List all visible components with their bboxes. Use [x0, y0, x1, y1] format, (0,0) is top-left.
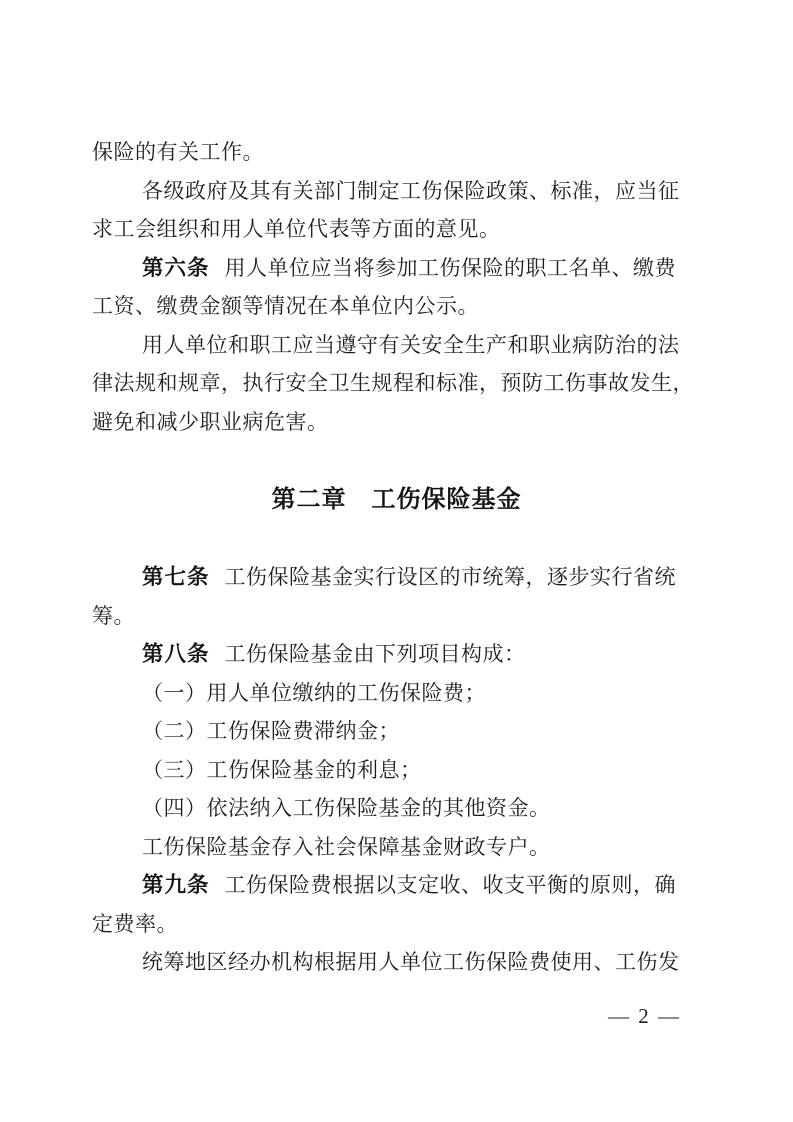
page-number: — 2 — — [608, 1004, 681, 1028]
line-text: 保险的有关工作。 — [92, 140, 264, 164]
line-text: 筹。 — [92, 603, 135, 628]
article-number: 第八条 — [142, 642, 210, 666]
text-line — [92, 828, 707, 867]
text-line — [92, 133, 707, 172]
text-line — [92, 172, 707, 211]
line-text: 用人单位应当将参加工伤保险的职工名单、缴费 — [224, 255, 677, 280]
paragraph-block-bottom — [92, 558, 707, 982]
list-item-2 — [92, 712, 707, 751]
line-text: 求工会组织和用人单位代表等方面的意见。 — [92, 217, 501, 241]
text-line — [92, 210, 707, 249]
text-line — [92, 905, 707, 944]
line-text: （三）工伤保险基金的利息； — [142, 757, 422, 782]
article-number: 第九条 — [142, 873, 210, 897]
line-text: 用人单位和职工应当遵守有关安全生产和职业病防治的法 — [142, 332, 680, 357]
text-line — [92, 326, 707, 365]
line-text: 避免和减少职业病危害。 — [92, 409, 329, 434]
text-line-article-9 — [92, 866, 707, 905]
line-text: （四）依法纳入工伤保险基金的其他资金。 — [142, 796, 551, 820]
text-line — [92, 597, 707, 636]
paragraph-block-top — [92, 133, 707, 441]
line-text: 律法规和规章，执行安全卫生规程和标准，预防工伤事故发生， — [92, 371, 694, 395]
article-number: 第七条 — [142, 565, 210, 589]
text-line-article-8 — [92, 635, 707, 674]
text-line — [92, 403, 707, 442]
line-text: 工伤保险基金存入社会保障基金财政专户。 — [142, 834, 551, 859]
text-line — [92, 287, 707, 326]
text-line — [92, 943, 707, 982]
list-item-3 — [92, 751, 707, 790]
line-text: 工伤保险基金由下列项目构成： — [224, 642, 526, 666]
line-text: （一）用人单位缴纳的工伤保险费； — [142, 680, 486, 705]
article-number: 第六条 — [142, 255, 210, 280]
line-text: 定费率。 — [92, 911, 178, 936]
list-item-4 — [92, 789, 707, 828]
text-line-article-7 — [92, 558, 707, 597]
line-text: 统筹地区经办机构根据用人单位工伤保险费使用、工伤发 — [142, 950, 680, 974]
list-item-1 — [92, 674, 707, 713]
line-text: 工伤保险费根据以支定收、收支平衡的原则，确 — [224, 873, 677, 897]
text-line — [92, 364, 707, 403]
line-text: 工伤保险基金实行设区的市统筹，逐步实行省统 — [224, 565, 677, 589]
line-text: 工资、缴费金额等情况在本单位内公示。 — [92, 294, 479, 318]
line-text: 各级政府及其有关部门制定工伤保险政策、标准，应当征 — [142, 178, 680, 203]
chapter-heading: 第二章 工伤保险基金 — [271, 486, 522, 513]
line-text: （二）工伤保险费滞纳金； — [142, 719, 400, 743]
text-line-article-6 — [92, 249, 707, 288]
